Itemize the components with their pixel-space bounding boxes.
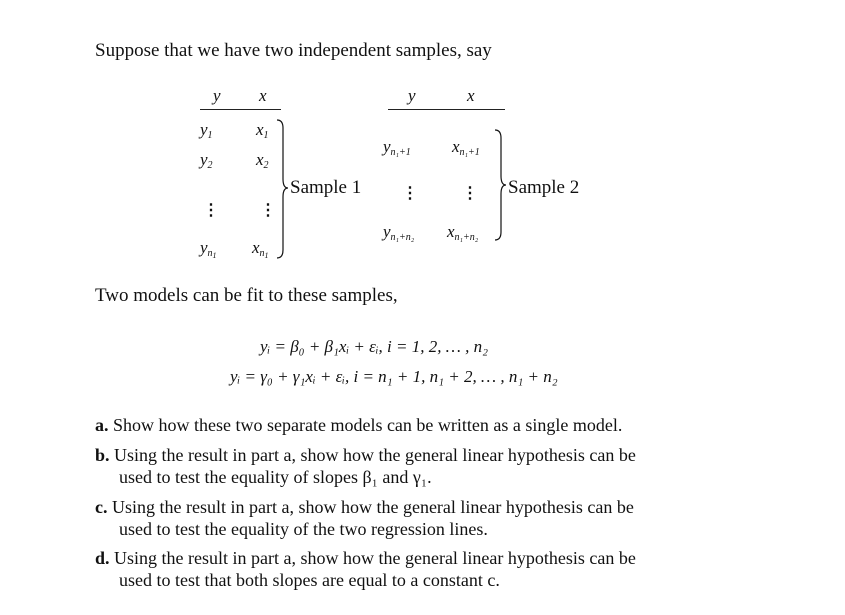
part-a-text: Show how these two separate models can be written as a single model.: [113, 415, 623, 435]
part-d-text: Using the result in part a, show how the general linear hypothesis can be: [114, 548, 636, 568]
table2-header-x: x: [467, 86, 475, 105]
part-c-text-2: used to test the equality of the two regression lines.: [119, 519, 488, 539]
table2-row-last-x: $x_{n_1+n_2}$: [447, 222, 479, 243]
table1-dots-x: ⋮: [260, 202, 276, 219]
table1-dots-y: ⋮: [203, 202, 219, 219]
table2-row-last-y: $y_{n_1+n_2}$: [383, 222, 415, 243]
table1-header-y: y: [213, 86, 221, 105]
part-b-text-2: used to test the equality of slopes β₁ and γ₁.: [119, 467, 432, 487]
table2-header-y: y: [408, 86, 416, 105]
part-d: [95, 547, 636, 591]
sample-1-brace-icon: [275, 118, 289, 260]
part-c-text: Using the result in part a, show how the general linear hypothesis can be: [112, 497, 634, 517]
sample-2-brace-icon: [493, 128, 507, 242]
part-b-letter: b.: [95, 445, 110, 465]
table1-row1-x: $x_1$: [256, 120, 269, 141]
models-intro-text: Two models can be fit to these samples,: [95, 285, 398, 306]
table2-dots-x: ⋮: [462, 185, 478, 202]
part-d-text-2: used to test that both slopes are equal to a constant c.: [119, 570, 500, 590]
equation-model-1: yᵢ = β₀ + β₁xᵢ + εᵢ, i = 1, 2, … , n₂: [260, 337, 488, 356]
part-a-letter: a.: [95, 415, 109, 435]
sample-2-label: Sample 2: [508, 177, 580, 198]
part-b-text: Using the result in part a, show how the general linear hypothesis can be: [114, 445, 636, 465]
part-c: [95, 496, 634, 540]
table1-row-last-y: $y_{n1}$: [200, 238, 217, 260]
part-b: [95, 444, 636, 488]
table2-row-first-y: $y_{n_1+1}$: [383, 137, 411, 158]
table1-row1-y: $y_1$: [200, 120, 213, 141]
part-a: [95, 414, 622, 436]
table2-row-first-x: $x_{n_1+1}$: [452, 137, 480, 158]
intro-text: Suppose that we have two independent samples, say: [95, 40, 492, 61]
table1-row2-x: $x_2$: [256, 150, 269, 171]
part-d-letter: d.: [95, 548, 110, 568]
part-c-letter: c.: [95, 497, 108, 517]
equation-model-2: yᵢ = γ₀ + γ₁xᵢ + εᵢ, i = n₁ + 1, n₁ + 2, … , n₁ + n₂: [230, 367, 558, 386]
table1-header-rule: [200, 109, 281, 110]
table1-row-last-x: $x_{n1}$: [252, 238, 269, 260]
table2-dots-y: ⋮: [402, 185, 418, 202]
table2-header-rule: [388, 109, 505, 110]
table1-row2-y: $y_2$: [200, 150, 213, 171]
sample-1-label: Sample 1: [290, 177, 362, 198]
table1-header-x: x: [259, 86, 267, 105]
